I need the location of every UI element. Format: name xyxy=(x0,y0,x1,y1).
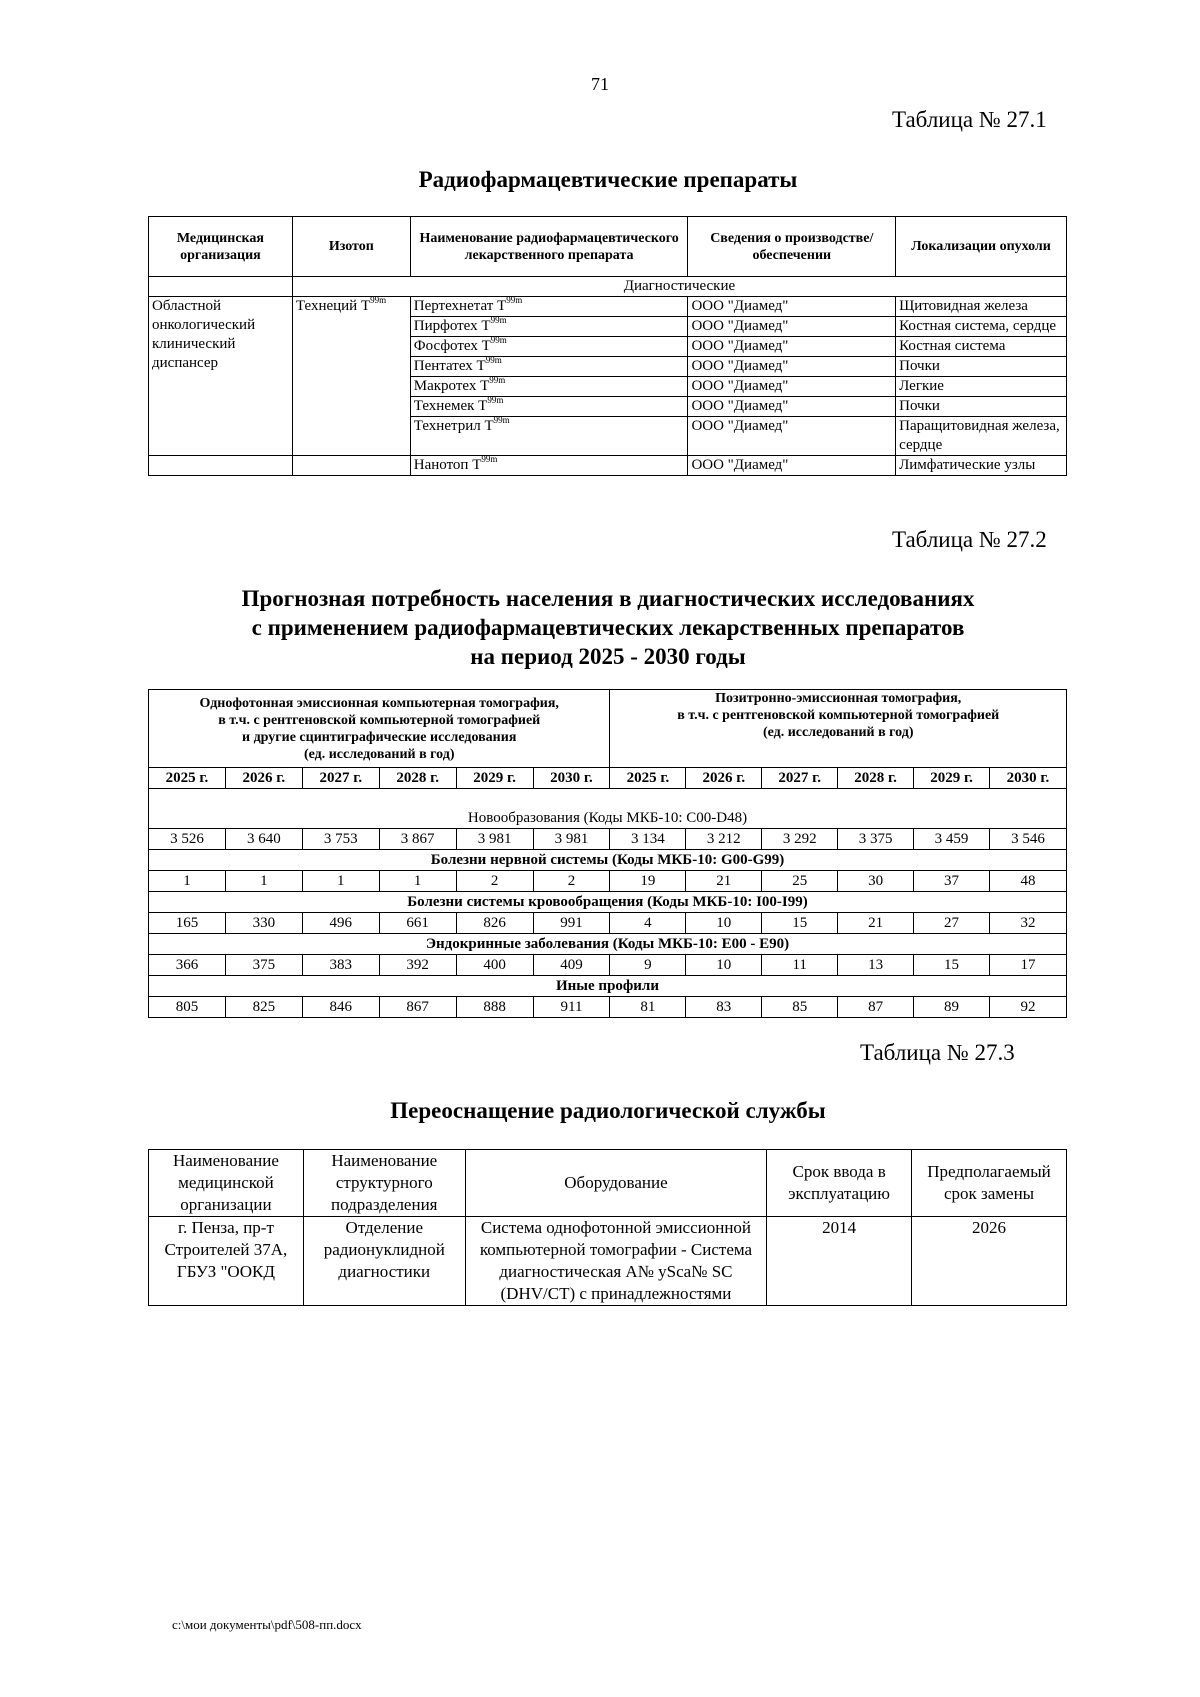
t1-header-supplier: Сведения о производстве/обеспечении xyxy=(688,217,896,277)
t2-year: 2027 г. xyxy=(302,768,379,789)
t2-year: 2025 г. xyxy=(149,768,226,789)
t2-cell: 366 xyxy=(149,955,226,976)
t3-header-org: Наименование медицинской организации xyxy=(149,1150,304,1217)
t1-supplier: ООО "Диамед" xyxy=(688,417,896,456)
t1-drug: Пертехнетат $Т^{99m}$ xyxy=(410,297,688,317)
t3-header-commission: Срок ввода в эксплуатацию xyxy=(767,1150,912,1217)
t2-cell: 1 xyxy=(225,871,302,892)
t2-cell: 15 xyxy=(914,955,990,976)
t1-localization: Костная система xyxy=(896,337,1067,357)
t3-header-unit: Наименование структурного подразделения xyxy=(303,1150,465,1217)
t2-years-row xyxy=(149,768,1067,789)
t2-cell: 92 xyxy=(989,997,1066,1018)
t2-year: 2029 г. xyxy=(456,768,533,789)
t2-cell: 3 375 xyxy=(838,829,914,850)
t2-year: 2026 г. xyxy=(686,768,762,789)
t2-cell: 87 xyxy=(838,997,914,1018)
t1-drug: Пентатех $Т^{99m}$ xyxy=(410,357,688,377)
t1-drug: Технетрил $Т^{99m}$ xyxy=(410,417,688,456)
t2-cell: 19 xyxy=(610,871,686,892)
t2-cell: 991 xyxy=(533,913,610,934)
table-27-3 xyxy=(148,1149,1067,1306)
t2-data-row xyxy=(149,829,1067,850)
t2-section-endocrine: Эндокринные заболевания (Коды МКБ-10: Е00 - Е90) xyxy=(149,934,1067,955)
t3-header-equipment: Оборудование xyxy=(465,1150,766,1217)
t2-cell: 83 xyxy=(686,997,762,1018)
t3-commission-year: 2014 xyxy=(767,1217,912,1306)
title-line: на период 2025 - 2030 годы xyxy=(470,644,746,669)
t2-section-other: Иные профили xyxy=(149,976,1067,997)
t2-cell: 85 xyxy=(762,997,838,1018)
t2-cell: 3 867 xyxy=(379,829,456,850)
t3-replacement-year: 2026 xyxy=(912,1217,1067,1306)
t1-localization: Щитовидная железа xyxy=(896,297,1067,317)
t2-year: 2030 г. xyxy=(989,768,1066,789)
t2-year: 2029 г. xyxy=(914,768,990,789)
table-27-3-caption: Таблица № 27.3 xyxy=(860,1040,1015,1065)
t1-header-isotope: Изотоп xyxy=(292,217,410,277)
t2-year: 2025 г. xyxy=(610,768,686,789)
t3-equipment: Система однофотонной эмиссионной компьютерной томографии - Система диагностическая А№ уSca№ SC (DHV/CT) с принадлежностями xyxy=(465,1217,766,1306)
t2-cell: 496 xyxy=(302,913,379,934)
t2-data-row xyxy=(149,997,1067,1018)
t1-supplier: ООО "Диамед" xyxy=(688,456,896,476)
t2-cell: 10 xyxy=(686,913,762,934)
table-27-1-title: Радиофармацевтические препараты xyxy=(418,167,798,192)
t1-drug: Фосфотех $Т^{99m}$ xyxy=(410,337,688,357)
t2-cell: 409 xyxy=(533,955,610,976)
t2-cell: 10 xyxy=(686,955,762,976)
t2-cell: 888 xyxy=(456,997,533,1018)
table-27-2-title xyxy=(8,584,1200,671)
t2-data-row xyxy=(149,871,1067,892)
t1-supplier: ООО "Диамед" xyxy=(688,337,896,357)
t1-org-name: Областной онкологический клинический диспансер xyxy=(149,297,293,456)
t1-supplier: ООО "Диамед" xyxy=(688,377,896,397)
t2-cell: 4 xyxy=(610,913,686,934)
t2-cell: 383 xyxy=(302,955,379,976)
t2-cell: 17 xyxy=(989,955,1066,976)
t1-empty-cell xyxy=(149,456,293,476)
t2-cell: 15 xyxy=(762,913,838,934)
t2-section-circulatory: Болезни системы кровообращения (Коды МКБ-10: I00-I99) xyxy=(149,892,1067,913)
title-line: с применением радиофармацевтических лекарственных препаратов xyxy=(251,615,965,640)
t2-cell: 3 212 xyxy=(686,829,762,850)
t2-cell: 3 526 xyxy=(149,829,226,850)
t2-year: 2028 г. xyxy=(379,768,456,789)
t1-header-drug: Наименование радиофармацевтического лекарственного препарата xyxy=(410,217,688,277)
t1-supplier: ООО "Диамед" xyxy=(688,397,896,417)
file-path-footer: c:\мои документы\pdf\508-пп.docx xyxy=(172,1617,362,1632)
t2-cell: 2 xyxy=(456,871,533,892)
t1-drug: Технемек $Т^{99m}$ xyxy=(410,397,688,417)
t1-supplier: ООО "Диамед" xyxy=(688,317,896,337)
t2-data-row xyxy=(149,955,1067,976)
t2-cell: 3 981 xyxy=(533,829,610,850)
t2-section-nervous: Болезни нервной системы (Коды МКБ-10: G00-G99) xyxy=(149,850,1067,871)
t2-group-spect: Однофотонная эмиссионная компьютерная томография, в т.ч. с рентгеновской компьютерной томографией и другие сцинтиграфические исследования (ед. исследований в год) xyxy=(149,690,610,768)
t2-cell: 375 xyxy=(225,955,302,976)
table-27-1-caption: Таблица № 27.1 xyxy=(892,107,1047,132)
t2-year: 2026 г. xyxy=(225,768,302,789)
t2-cell: 1 xyxy=(302,871,379,892)
t2-cell: 32 xyxy=(989,913,1066,934)
t2-cell: 1 xyxy=(149,871,226,892)
t2-cell: 21 xyxy=(838,913,914,934)
t2-cell: 3 292 xyxy=(762,829,838,850)
t2-cell: 330 xyxy=(225,913,302,934)
t2-year: 2028 г. xyxy=(838,768,914,789)
t2-year: 2027 г. xyxy=(762,768,838,789)
t2-cell: 1 xyxy=(379,871,456,892)
table-27-1 xyxy=(148,216,1067,476)
t1-localization: Почки xyxy=(896,397,1067,417)
t2-cell: 3 546 xyxy=(989,829,1066,850)
t3-header-replacement: Предполагаемый срок замены xyxy=(912,1150,1067,1217)
t2-cell: 3 459 xyxy=(914,829,990,850)
t2-group-pet: Позитронно-эмиссионная томография, в т.ч. с рентгеновской компьютерной томографией (ед. исследований в год) xyxy=(610,690,1067,768)
t1-header-org: Медицинская организация xyxy=(149,217,293,277)
t1-localization: Паращитовидная железа, сердце xyxy=(896,417,1067,456)
t1-header-localization: Локализации опухоли xyxy=(896,217,1067,277)
t2-cell: 825 xyxy=(225,997,302,1018)
t2-cell: 846 xyxy=(302,997,379,1018)
title-line: Прогнозная потребность населения в диагностических исследованиях xyxy=(241,586,975,611)
t1-empty-cell xyxy=(292,456,410,476)
t2-cell: 867 xyxy=(379,997,456,1018)
t2-cell: 81 xyxy=(610,997,686,1018)
table-27-2-caption: Таблица № 27.2 xyxy=(892,527,1047,552)
t1-localization: Лимфатические узлы xyxy=(896,456,1067,476)
t2-cell: 2 xyxy=(533,871,610,892)
t2-cell: 27 xyxy=(914,913,990,934)
t2-year: 2030 г. xyxy=(533,768,610,789)
t1-drug: Макротех $Т^{99m}$ xyxy=(410,377,688,397)
t1-drug: Нанотоп $Т^{99m}$ xyxy=(410,456,688,476)
t1-localization: Почки xyxy=(896,357,1067,377)
t2-cell: 911 xyxy=(533,997,610,1018)
t1-localization: Легкие xyxy=(896,377,1067,397)
t2-cell: 48 xyxy=(989,871,1066,892)
t2-cell: 9 xyxy=(610,955,686,976)
t3-org: г. Пенза, пр-т Строителей 37А, ГБУЗ "ООКД xyxy=(149,1217,304,1306)
t2-cell: 3 640 xyxy=(225,829,302,850)
t2-cell: 392 xyxy=(379,955,456,976)
t2-cell: 13 xyxy=(838,955,914,976)
t2-section-neoplasms: Новообразования (Коды МКБ-10: С00-D48) xyxy=(149,789,1067,829)
table-27-3-title: Переоснащение радиологической службы xyxy=(390,1098,826,1123)
t2-cell: 30 xyxy=(838,871,914,892)
t1-localization: Костная система, сердце xyxy=(896,317,1067,337)
t2-cell: 37 xyxy=(914,871,990,892)
t2-cell: 165 xyxy=(149,913,226,934)
t2-cell: 89 xyxy=(914,997,990,1018)
t3-unit: Отделение радионуклидной диагностики xyxy=(303,1217,465,1306)
t1-section-diagnostic: Диагностические xyxy=(292,277,1066,297)
page-number: 71 xyxy=(591,74,609,94)
t2-cell: 3 981 xyxy=(456,829,533,850)
table-27-2 xyxy=(148,689,1067,1018)
t1-empty-cell xyxy=(149,277,293,297)
t2-data-row xyxy=(149,913,1067,934)
t2-cell: 11 xyxy=(762,955,838,976)
t2-cell: 826 xyxy=(456,913,533,934)
t1-supplier: ООО "Диамед" xyxy=(688,297,896,317)
t2-cell: 3 134 xyxy=(610,829,686,850)
t1-isotope: Технеций $Т^{99m}$ xyxy=(292,297,410,456)
t2-cell: 661 xyxy=(379,913,456,934)
t2-cell: 25 xyxy=(762,871,838,892)
t1-drug: Пирфотех $Т^{99m}$ xyxy=(410,317,688,337)
t1-supplier: ООО "Диамед" xyxy=(688,357,896,377)
t2-cell: 400 xyxy=(456,955,533,976)
t2-cell: 3 753 xyxy=(302,829,379,850)
t2-cell: 21 xyxy=(686,871,762,892)
t2-cell: 805 xyxy=(149,997,226,1018)
